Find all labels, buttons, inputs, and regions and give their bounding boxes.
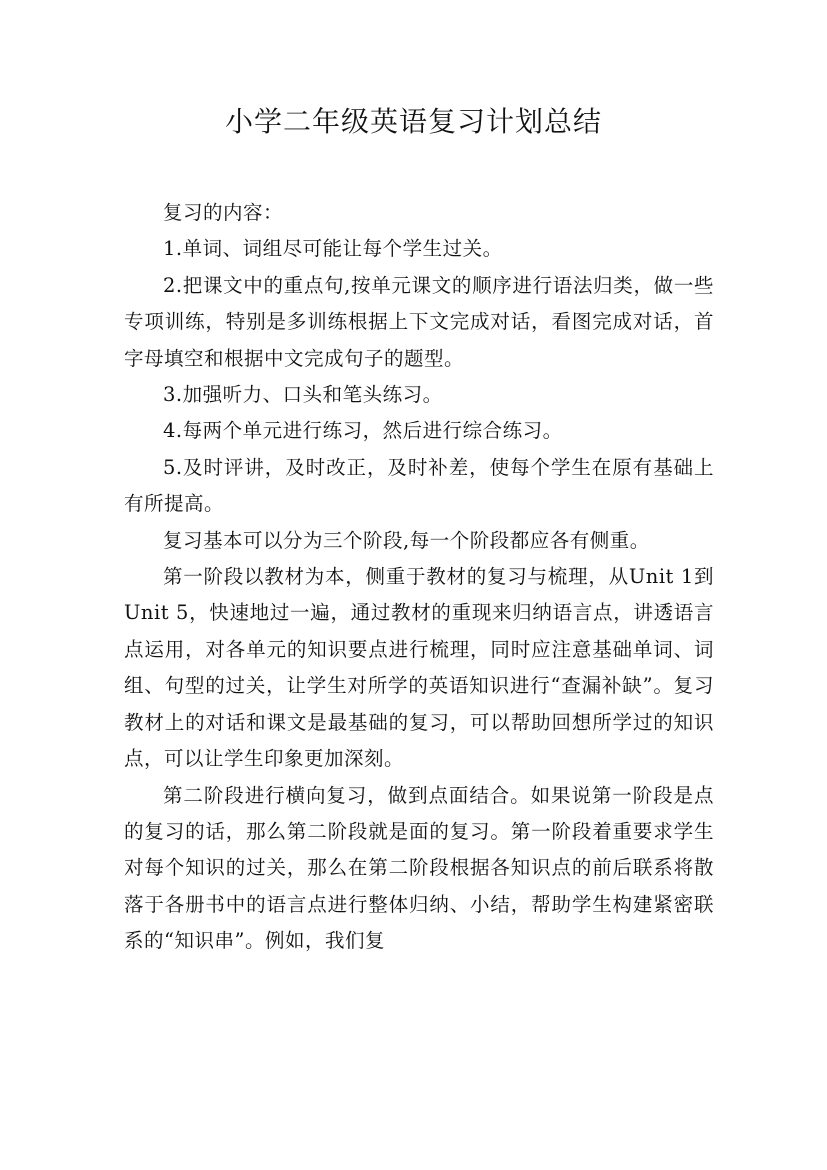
- paragraph-review-content-heading: 复习的内容：: [163, 201, 284, 224]
- paragraph-item-4: 4.每两个单元进行练习，然后进行综合练习。: [163, 419, 563, 443]
- paragraph-stage-two: 第二阶段进行横向复习，做到点面结合。如果说第一阶段是点的复习的话，那么第二阶段就是面的复习。第一阶段着重要求学生对每个知识的过关，那么在第二阶段根据各知识点的前后联系将散落于各册书中的语言点进行整体归纳、小结，帮助学生构建紧密联系的“知识串”。例如，我们复: [124, 783, 714, 953]
- document-title: 小学二年级英语复习计划总结: [224, 105, 602, 138]
- paragraph-three-stages: 复习基本可以分为三个阶段,每一个阶段都应各有侧重。: [163, 528, 650, 552]
- paragraph-stage-one: 第一阶段以教材为本，侧重于教材的复习与梳理，从Unit 1到Unit 5，快速地过一遍，通过教材的重现来归纳语言点，讲透语言点运用，对各单元的知识要点进行梳理，同时应注意基础单词、词组、句型的过关，让学生对所学的英语知识进行“查漏补缺”。复习教材上的对话和课文是最基础的复习，可以帮助回想所学过的知识点，可以让学生印象更加深刻。: [124, 565, 714, 771]
- paragraph-item-2: 2.把课文中的重点句,按单元课文的顺序进行语法归类，做一些专项训练，特别是多训练根据上下文完成对话，看图完成对话，首字母填空和根据中文完成句子的题型。: [124, 273, 714, 370]
- paragraph-item-1: 1.单词、词组尽可能让每个学生过关。: [163, 237, 503, 261]
- paragraph-item-5: 5.及时评讲，及时改正，及时补差，使每个学生在原有基础上有所提高。: [124, 455, 714, 516]
- document-body: [124, 195, 714, 960]
- paragraph-item-3: 3.加强听力、口头和笔头练习。: [163, 383, 443, 407]
